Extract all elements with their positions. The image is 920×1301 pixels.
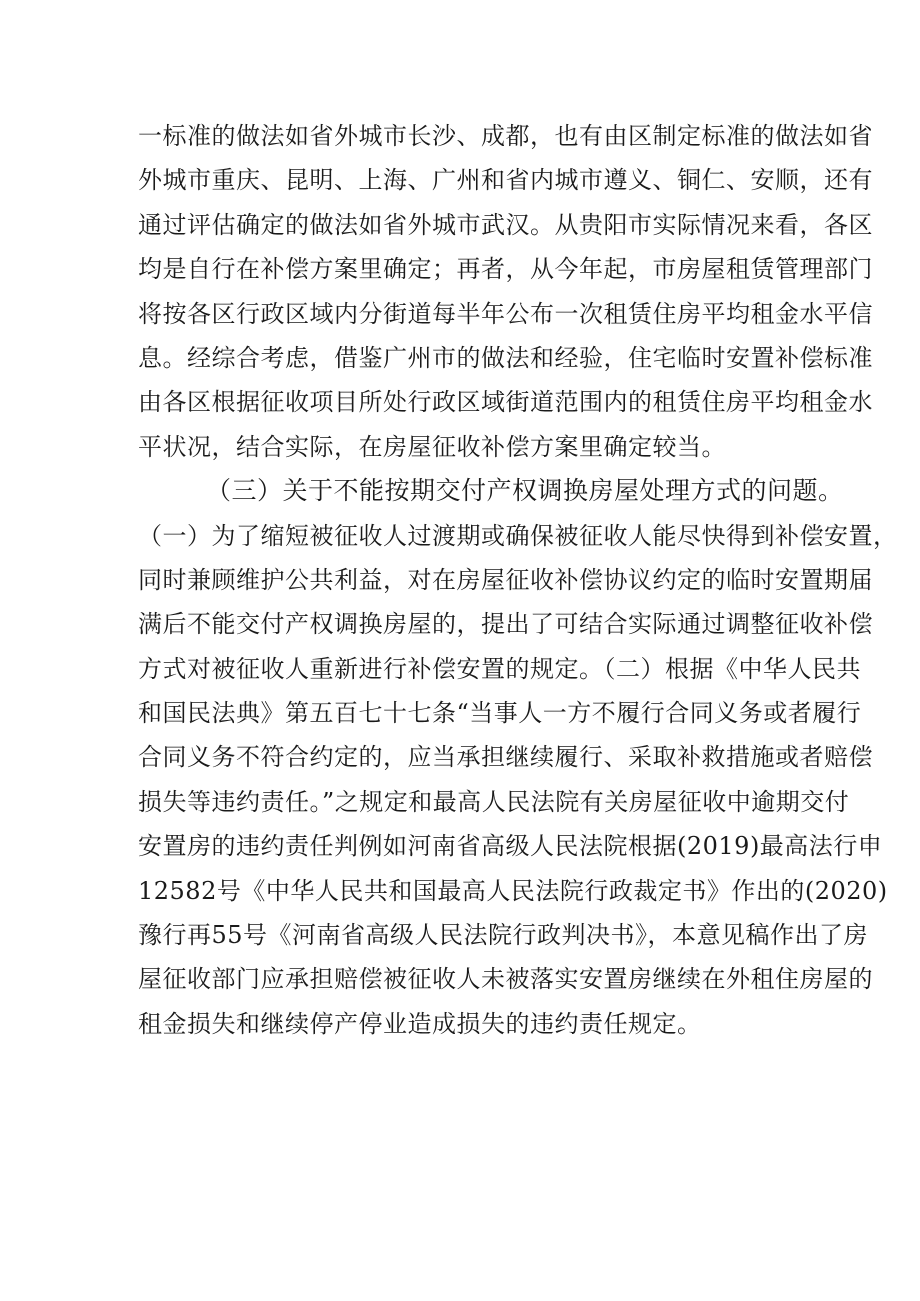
text-line: 满后不能交付产权调换房屋的，提出了可结合实际通过调整征收补偿 [138,610,873,639]
text-line: 租金损失和继续停产停业造成损失的违约责任规定。 [138,1009,702,1038]
text-line: 外城市重庆、昆明、上海、广州和省内城市遵义、铜仁、安顺，还有 [138,166,873,195]
text-line: 由各区根据征收项目所处行政区域街道范围内的租赁住房平均租金水 [138,388,873,417]
paragraph-2 [138,514,898,1047]
text-line: 同时兼顾维护公共利益，对在房屋征收补偿协议约定的临时安置期届 [138,565,873,594]
text-line: 均是自行在补偿方案里确定；再者，从今年起，市房屋租赁管理部门 [138,255,873,284]
text-line: 将按各区行政区域内分街道每半年公布一次租赁住房平均租金水平信 [138,299,873,328]
text-line: 屋征收部门应承担赔偿被征收人未被落实安置房继续在外租住房屋的 [138,965,873,994]
text-line: 豫行再55号《河南省高级人民法院行政判决书》，本意见稿作出了房 [138,921,869,950]
text-line: 安置房的违约责任判例如河南省高级人民法院根据(2019)最高法行申 [138,832,883,861]
text-line: 12582号《中华人民共和国最高人民法院行政裁定书》作出的(2020) [138,876,888,905]
text-line: 损失等违约责任。”之规定和最高人民法院有关房屋征收中逾期交付 [138,787,850,816]
text-line: 方式对被征收人重新进行补偿安置的规定。（二）根据《中华人民共 [138,654,861,683]
paragraph-1 [138,114,873,469]
text-line: 通过评估确定的做法如省外城市武汉。从贵阳市实际情况来看，各区 [138,210,873,239]
section-heading: （三）关于不能按期交付产权调换房屋处理方式的问题。 [206,476,844,506]
text-line: 平状况，结合实际，在房屋征收补偿方案里确定较当。 [138,432,726,461]
text-line: 合同义务不符合约定的，应当承担继续履行、采取补救措施或者赔偿 [138,743,873,772]
text-line: 和国民法典》第五百七十七条“当事人一方不履行合同义务或者履行 [138,699,862,728]
text-line: 一标准的做法如省外城市长沙、成都，也有由区制定标准的做法如省 [138,122,873,150]
text-line: 息。经综合考虑，借鉴广州市的做法和经验，住宅临时安置补偿标准 [138,343,873,372]
body-text [138,114,898,1046]
text-line: （一）为了缩短被征收人过渡期或确保被征收人能尽快得到补偿安置， [138,521,898,550]
